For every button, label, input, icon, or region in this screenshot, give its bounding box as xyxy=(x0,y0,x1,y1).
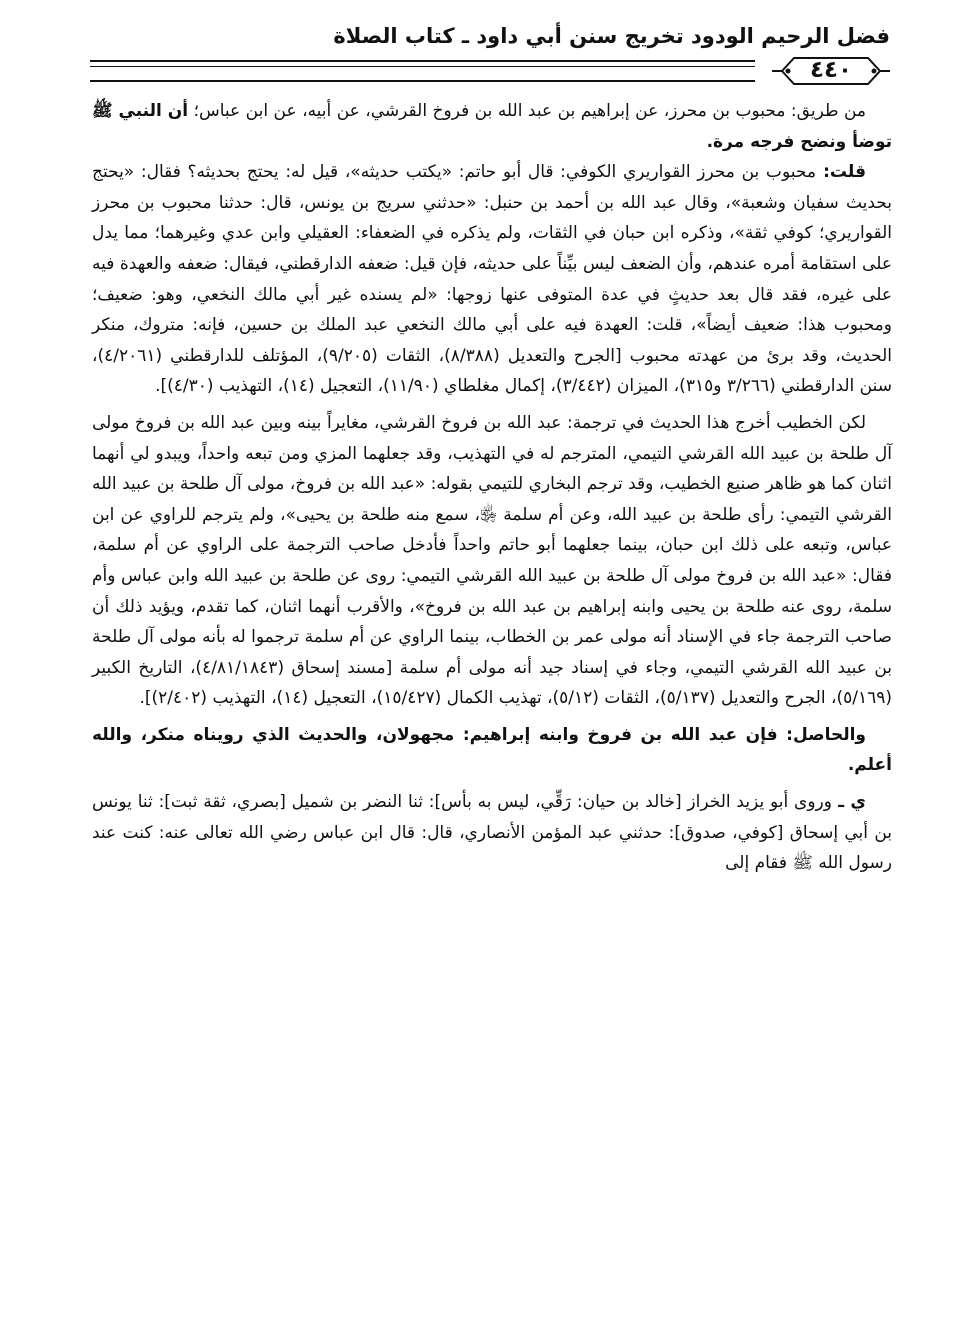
page-header xyxy=(90,18,890,83)
header-rule xyxy=(90,66,755,67)
page-number-ornament xyxy=(772,54,890,88)
text-run: وروى أبو يزيد الخراز [خالد بن حيان: رَقِّي، ليس به بأس]: ثنا النضر بن شميل [بصري، ثقة ثبت]: ثنا يونس بن أبي إسحاق [كوفي، صدوق]: حدثني عبد المؤمن الأنصاري، قال: قال ابن عباس رضي الله تعالى عنه: كنت عند رسول الله ﷺ فقام إلى xyxy=(92,792,892,874)
page-number: ٤٤٠ xyxy=(809,57,853,83)
text-run: محبوب بن محرز القواريري الكوفي: قال أبو حاتم: «يكتب حديثه»، قيل له: يحتج بحديثه؟ فقال: «يحتج بحديث سفيان وشعبة»، وقال عبد الله بن أحمد بن حنبل: «حدثني سريج بن يونس، قال: حدثنا محبوب بن محرز القواريري؛ كوفي ثقة»، وذكره ابن حبان في الثقات، ولم يذكره في الضعفاء: العقيلي وابن عدي وغيرهما؛ مما يدل على استقامة أمره عندهم، وأن الضعف ليس بيِّناً على حديثه، فإن قيل: ضعفه الدارقطني، فيقال: ضعفه والعهدة فيه على غيره، فقد قال بعد حديثٍ في عدة المتوفى عنها زوجها: «لم يسنده غير أبي مالك النخعي، وهو: ضعيف؛ ومحبوب هذا: ضعيف أيضاً»، قلت: العهدة فيه على أبي مالك النخعي عبد الملك بن حسين، فإنه: متروك، منكر الحديث، وقد برئ من عهدته محبوب [الجرح والتعديل (٨/٣٨٨)، الثقات (٩/٢٠٥)، المؤتلف للدارقطني (٤/٢٠٦١)، سنن الدارقطني (٣/٢٦٦ و٣١٥)، الميزان (٣/٤٤٢)، إكمال مغلطاي (١١/٩٠)، التعجيل (١٤)، التهذيب (٤/٣٠)]. xyxy=(92,162,892,397)
paragraph xyxy=(92,787,892,879)
header-rule xyxy=(90,80,755,82)
running-title: فضل الرحيم الودود تخريج سنن أبي داود ـ كتاب الصلاة xyxy=(333,24,890,48)
paragraph xyxy=(92,408,892,714)
paragraph xyxy=(92,157,892,402)
header-rule xyxy=(90,60,755,62)
paragraph xyxy=(92,96,892,157)
main-text xyxy=(92,96,892,879)
bold-text-run: أن النبي ﷺ توضأ ونضح فرجه مرة. xyxy=(92,101,892,152)
bold-text-run: ي ـ xyxy=(831,792,867,813)
bold-text-run: والحاصل: فإن عبد الله بن فروخ وابنه إبراهيم: مجهولان، والحديث الذي رويناه منكر، والله أعلم. xyxy=(92,724,892,776)
text-run: من طريق: محبوب بن محرز، عن إبراهيم بن عبد الله بن فروخ القرشي، عن أبيه، عن ابن عباس؛ xyxy=(188,101,866,121)
text-run: لكن الخطيب أخرج هذا الحديث في ترجمة: عبد الله بن فروخ القرشي، مغايراً بينه وبين عبد الله بن فروخ مولى آل طلحة بن عبيد الله القرشي التيمي، المترجم له في التهذيب، وقد جعلهما المزي ومن تبعه واحداً، ويبدو لي أنهما اثنان كما هو ظاهر صنيع الخطيب، وقد ترجم البخاري للتيمي بقوله: «عبد الله بن فروخ، مولى آل طلحة بن عبيد الله القرشي التيمي: رأى طلحة بن عبيد الله، وعن أم سلمة ﵂، سمع منه طلحة بن يحيى»، ولم يترجم للراوي عن ابن عباس، وتبعه على ذلك ابن حبان، بينما جعلهما أبو حاتم واحداً فأدخل صاحب الترجمة على الراوي عن أم سلمة، فقال: «عبد الله بن فروخ مولى آل طلحة بن عبيد الله القرشي التيمي: روى عن طلحة بن عبيد الله وابن عباس وأم سلمة، روى عنه طلحة بن يحيى وابنه إبراهيم بن عبد الله بن فروخ»، والأقرب أنهما اثنان، كما تقدم، ويؤيد ذلك أن صاحب الترجمة جاء في الإسناد أنه مولى عمر بن الخطاب، بينما الراوي عن أم سلمة ترجموا له بأنه مولى آل طلحة بن عبيد الله القرشي التيمي، وجاء في إسناد جيد أنه مولى أم سلمة [مسند إسحاق (٤/٨١/١٨٤٣)، التاريخ الكبير (٥/١٦٩)، الجرح والتعديل (٥/١٣٧)، الثقات (٥/١٢)، تهذيب الكمال (١٥/٤٢٧)، التعجيل (١٤)، التهذيب (٢/٤٠٢)]. xyxy=(92,412,892,709)
paragraph xyxy=(92,720,892,781)
bold-text-run: قلت: xyxy=(815,162,866,183)
